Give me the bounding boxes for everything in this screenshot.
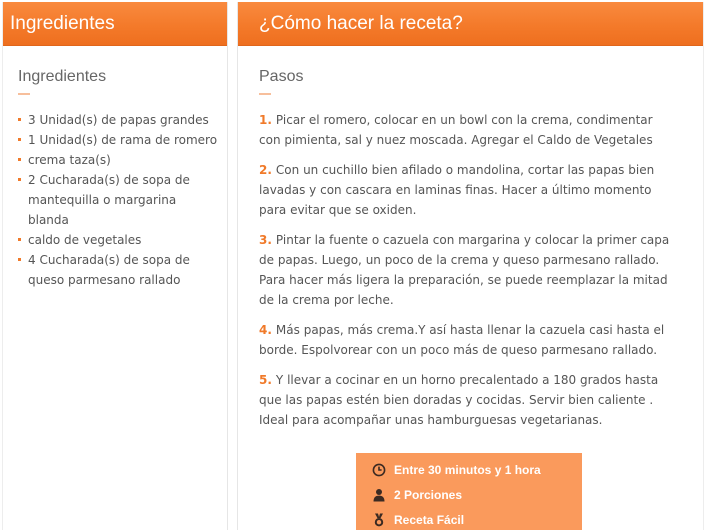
step-item [259,110,677,150]
bullet-icon [18,158,21,161]
ingredient-item [18,230,218,250]
ingredient-text: 1 Unidad(s) de rama de romero [28,133,218,147]
step-item [259,320,677,360]
person-icon [372,488,386,502]
ingredient-text: crema taza(s) [28,153,111,167]
info-difficulty [372,507,582,530]
recipe-header: ¿Cómo hacer la receta? [238,2,703,46]
info-time [372,457,582,482]
steps-section-title: Pasos [259,68,304,85]
bullet-icon [18,118,21,121]
bullet-icon [18,258,21,261]
ingredients-list [18,110,227,290]
step-text: Con un cuchillo bien afilado o mandolina, cortar las papas bien lavadas y con cascara en laminas finas. Hacer a último momento para evitar que se oxiden. [259,163,655,217]
step-item [259,370,677,430]
recipe-info-box [356,453,582,530]
section-title-underline [18,93,30,95]
ingredient-text: 4 Cucharada(s) de sopa de queso parmesano rallado [28,253,190,287]
step-number: 2. [259,163,272,177]
ingredient-item [18,170,218,230]
step-number: 1. [259,113,272,127]
bullet-icon [18,138,21,141]
ingredient-text: 2 Cucharada(s) de sopa de mantequilla o margarina blanda [28,173,190,227]
info-portions-label: 2 Porciones [394,487,463,502]
ingredients-panel [2,2,228,530]
bullet-icon [18,178,21,181]
ingredient-item [18,250,218,290]
step-item [259,230,677,310]
step-number: 5. [259,373,272,387]
medal-icon [372,513,386,527]
ingredient-item [18,130,218,150]
steps-list [259,110,677,430]
bullet-icon [18,238,21,241]
info-difficulty-label: Receta Fácil [394,512,465,527]
step-item [259,160,677,220]
info-portions [372,482,582,507]
ingredient-text: 3 Unidad(s) de papas grandes [28,113,209,127]
ingredient-item [18,110,218,130]
step-text: Y llevar a cocinar en un horno precalentado a 180 grados hasta que las papas estén bien doradas y cocidas. Servir bien caliente . [259,373,659,407]
info-time-label: Entre 30 minutos y 1 hora [394,462,541,477]
ingredients-header: Ingredientes [3,2,227,46]
step-extra-text: Ideal para acompañar unas hamburguesas vegetarianas. [259,413,603,427]
ingredient-text: caldo de vegetales [28,233,142,247]
step-number: 3. [259,233,272,247]
step-text: Picar el romero, colocar en un bowl con la crema, condimentar con pimienta, sal y nuez moscada. Agregar el Caldo de Vegetales [259,113,653,147]
step-text: Más papas, más crema.Y así hasta llenar la cazuela casi hasta el borde. Espolvorear con un poco más de queso parmesano rallado. [259,323,665,357]
recipe-panel [237,2,704,530]
ingredients-section-title: Ingredientes [18,68,107,85]
ingredient-item [18,150,218,170]
step-text: Pintar la fuente o cazuela con margarina y colocar la primer capa de papas. Luego, un poco de la crema y queso parmesano rallado. Para hacer más ligera la preparación, se puede reemplazar la mitad de la crema por leche. [259,233,670,307]
step-number: 4. [259,323,272,337]
section-title-underline [259,93,271,95]
clock-icon [372,463,386,477]
